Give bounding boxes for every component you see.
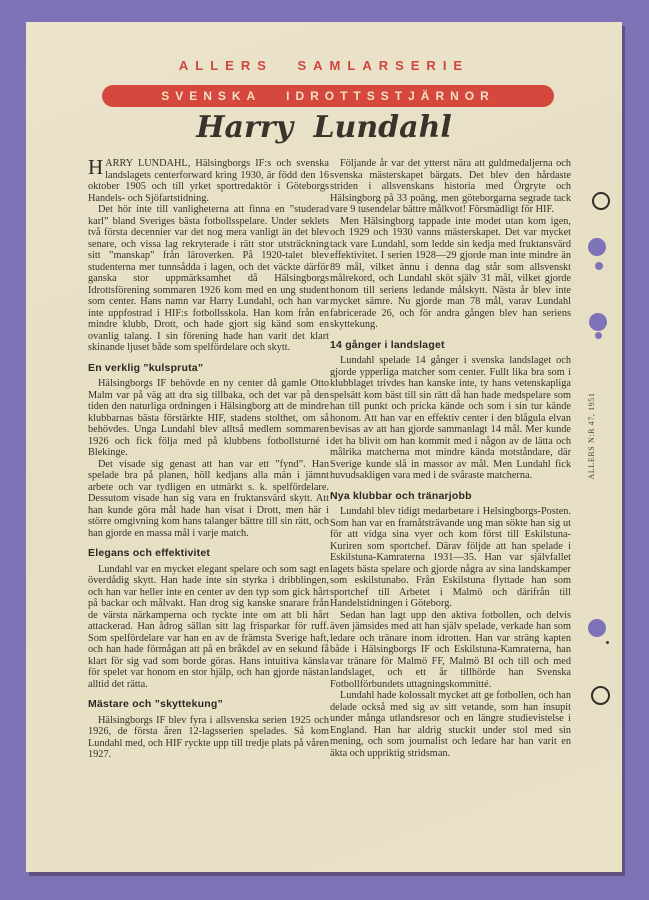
paragraph: Lundahl spelade 14 gånger i svenska landslaget och gjorde ypperliga matcher som center. Fullt lika bra som i klubblaget trivdes han kanske inte, ty hans vetenskapliga spelsätt kom bäst till sin rätt då han hade medspelare som han till punkt och pricka kände och som i sin tur kände honom. Att han var en effektiv center i den blågula elvan bevisas av att han gjorde sammanlagt 14 mål. Mer kunde det ha blivit om han kommit med i någon av de lätta och målrika matcherna mot mindre kända motståndare, där Sverige kunde slå in massor av mål. Men Lundahl fick huvudsakligen vara med i de svåraste matcherna. [330, 355, 571, 481]
punch-hole [589, 313, 607, 331]
punch-hole-tail [595, 332, 602, 339]
paragraph: Hälsingborgs IF behövde en ny center då gamle Otto Malm var på väg att dra sig tillbaka, och det var på den tiden den naturliga ordningen i Hälsingborg att de mindre klubbarnas bästa förstärkte HIF, stadens stolthet, om så behövdes. Unga Lundahl blev alltså medlem sommaren 1926 och fick följa med på klubbens fotbollsturné i Blekinge. [88, 378, 329, 458]
right-column [330, 158, 571, 759]
paragraph: Lundahl blev tidigt medarbetare i Helsingborgs-Posten. Som han var en framåtsträvande ung man sökte han sig ut för att vidga sina vyer och kom först till Eskilstuna-Kuriren som sportchef. Därav följde att han spelade i Eskilstuna-Kamraterna 1931—35. Han var självfallet lagets bästa spelare och gjorde några av sina landskamper som eskilstunabo. Från Eskilstuna flyttade han som sportchef till Arbetet i Malmö och därifrån till Handelstidningen i Göteborg. [330, 506, 571, 609]
section-heading: En verklig ”kulspruta” [88, 361, 204, 374]
magazine-page [26, 22, 622, 872]
paragraph: Sedan han lagt upp den aktiva fotbollen, och delvis även jämsides med att han själv spelade, verkade han som ledare och tränare inom idrotten. Han var sträng kapten både i Hälsingborgs IF och Eskilstuna-Kamraterna, han var tränare för Malmö FF, Malmö BI och till och med landslaget, och ett år tillhörde han Svenska Fotbollförbundets uttagningskommitté. [330, 609, 571, 690]
paragraph: Det visade sig genast att han var ett ”fynd”. Han spelade bra på planen, höll kedjans alla män i jämnt arbete och var tydligen en utmärkt s. k. spelfördelare. Dessutom visade han sig vara en fruktansvärd skytt. Att han kunde göra mål hade han visat i Drott, men här i större omgivning kom hans talanger bättre till sin rätt, och han gjorde en massa mål i varje match. [88, 458, 329, 539]
series-label: ALLERS SAMLARSERIE [178, 58, 470, 73]
section-heading: Elegans och effektivitet [88, 547, 211, 559]
paragraph: Det hör inte till vanligheterna att finna en ”studerad karl” bland Sveriges bästa fotbollsspelare. Under seklets två första decennier var det nog mera vanligt än det blev senare, och vissa lag rekryterade i rätt stor utsträckning sitt ”manskap” från läroverken. På 1920-talet blev studenterna mer tunnsådda i lagen, och det väckte därför ganska stor uppmärksamhet då Hälsingborgs Idrottsförening sommaren 1926 kom med en ung student som center. Hans namn var Harry Lundahl, och han var inte uppfostrad i HIF:s fotbollsskola. Han kom från en mindre klubb, Drott, och hade gjort sig känd som en ovanlig talang. I sin förening hade han varit det klart skinande ljuset både som spelfördelare och skytt. [88, 204, 329, 353]
punch-hole-tail [595, 262, 603, 270]
dropcap: H [88, 155, 104, 179]
paragraph: Hälsingborgs IF blev fyra i allsvenska serien 1925 och 1926, de första åren 12-lagsserien spelades. Så kom Lundahl med, och HIF ryckte upp till tredje plats på våren 1927. [88, 714, 329, 760]
left-column [88, 155, 329, 761]
page-title: Harry Lundahl [196, 110, 452, 145]
section-heading: Mästare och ”skyttekung” [88, 698, 223, 710]
lead-text: ARRY LUNDAHL, Hälsingborgs IF:s och svenska landslagets centerforward kring 1930, är född den 16 oktober 1905 och till yrket sportredaktör i Göteborgs Handels- och Sjöfartstidning. [88, 158, 329, 204]
issue-side-note: ALLERS N:R 47, 1951 [587, 392, 596, 480]
section-heading: 14 gånger i landslaget [330, 338, 445, 351]
series-banner [102, 85, 554, 107]
paragraph: Lundahl hade kolossalt mycket att ge fotbollen, och han delade också med sig av sitt vetande, som han insupit under många utlandsresor och en längre studievistelse i England. Han har aldrig stuckit under stol med sin mening, och som journalist och ledare har han varit en äkta och uppriktig stridsman. [330, 690, 571, 759]
paragraph: Men Hälsingborg tappade inte modet utan kom igen, och 1929 och 1930 vanns mästerskapet. Det var mycket tack vare Lundahl, som ledde sin kedja med fruktansvärd effektivitet. I serien 1928—29 gjorde man inte mindre än 89 mål, vilket ännu i denna dag står som allsvenskt målrekord, och Lundahl sköt själv 31 mål, vilket gjorde honom till seriens ledande målskytt. Nästa år blev inte mycket sämre. Nu gjorde man 78 mål, varav Lundahl fabricerade 26, och för andra gången blev han seriens skyttekung. [330, 215, 571, 330]
ink-speck [606, 641, 609, 644]
paragraph: Lundahl var en mycket elegant spelare och som sagt en överdådig skytt. Han hade inte sin styrka i dribblingen, och han var heller inte en center av den typ som gick hårt på backar och målvakt. Han drog sig kanske snarare från de värsta närkamperna och tyckte inte om att bli hårt attackerad. Han ådrog sällan sitt lag frisparkar för ruff. Som spelfördelare var han en av de främsta Sverige haft, och han hade förmågan att på en bråkdel av en sekund få klart för sig vad som borde göras. Hans intuitiva känsla för spelet var honom en stor hjälp, och han gjorde nästan alltid det rätta. [88, 563, 329, 690]
lead-paragraph [88, 155, 329, 204]
section-heading: Nya klubbar och tränarjobb [330, 489, 472, 502]
paragraph: Följande år var det ytterst nära att guldmedaljerna och svenska mästerskapet bärgats. Det blev den hårdaste striden i allsvenskans historia med Örgryte och Hälsingborg på 33 poäng, men göteborgarna segrade tack vare 9 tusendelar bättre målkvot! Försmädligt för HIF. [330, 158, 571, 215]
binder-ring-mark [592, 192, 610, 210]
punch-hole [588, 238, 606, 256]
series-banner-label: SVENSKA IDROTTSSTJÄRNOR [161, 89, 495, 103]
punch-hole [588, 619, 606, 637]
binder-ring-mark [591, 686, 610, 705]
